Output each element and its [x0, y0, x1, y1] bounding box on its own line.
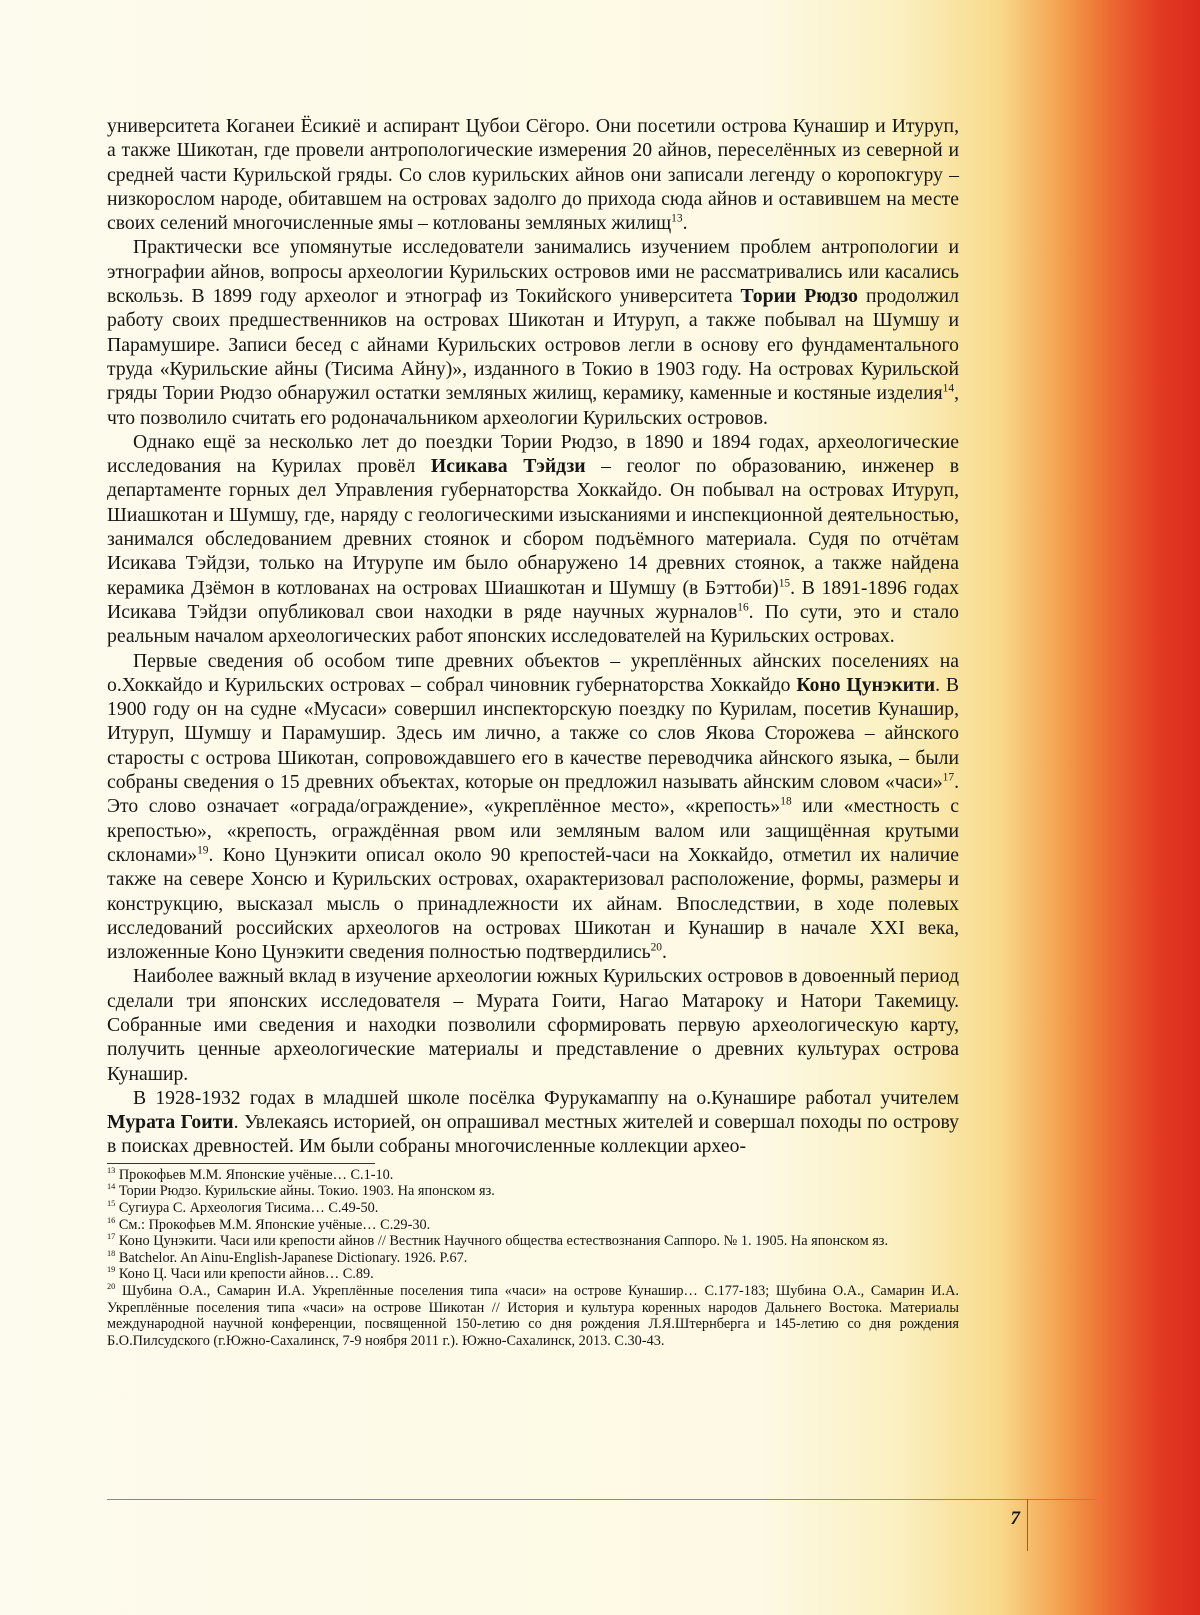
body-paragraphs	[107, 114, 959, 1159]
text-run: – геолог по образованию, инженер в департаменте горных дел Управления губернаторства Хоккайдо. Он побывал на островах Итуруп, Шиашкотан и Шумшу, где, наряду с геологическими изысканиями и инспекционной деятельностью, занимался обследованием древних стоянок и сбором подъёмного материала. Судя по отчётам Исикава Тэйдзи, только на Итурупе им было обнаружено 14 древних стоянок, а также найдена керамика Дзёмон в котлованах на островах Шиашкотан и Шумшу (в Бэттоби)	[107, 455, 959, 599]
footnote-ref: 16	[737, 601, 749, 614]
main-text	[107, 114, 959, 1349]
text-run: В 1928-1932 годах в младшей школе посёлка Фурукамаппу на о.Кунашире работал учителем	[133, 1086, 959, 1109]
bold-name: Тории Рюдзо	[740, 285, 858, 308]
text-run: Однако ещё за несколько лет до поездки Тории Рюдзо, в 1890 и 1894 годах, археологические исследования на Курилах провёл	[107, 430, 959, 478]
footnote-ref: 18	[780, 795, 792, 808]
footer-divider	[107, 1499, 1097, 1500]
footnote-text: Шубина О.А., Самарин И.А. Укреплённые поселения типа «часи» на острове Кунашир… С.177-183; Шубина О.А., Самарин И.А. Укреплённые поселения типа «часи» на острове Шикотан // История и культура коренных народов Дальнего Востока. Материалы международной научной конференции, посвященной 150-летию со дня рождения Л.Я.Штернберга и 145-летию со дня рождения Б.О.Пилсудского (г.Южно-Сахалинск, 7-9 ноября 2011 г.). Южно-Сахалинск, 2013. С.30-43.	[107, 1282, 959, 1349]
footnote-text: См.: Прокофьев М.М. Японские учёные… С.29-30.	[118, 1216, 431, 1233]
text-run: продолжил работу своих предшественников на островах Шикотан и Итуруп, а также побывал на Шумшу и Парамушире. Записи бесед с айнами Курильских островов легли в основу его фундаментального труда «Курильские айны (Тисима Айну)», изданного в Токио в 1903 году. На островах Курильской гряды Тории Рюдзо обнаружил остатки земляных жилищ, керамику, каменные и костяные изделия	[107, 285, 960, 405]
footnote-text: Batchelor. An Ainu-English-Japanese Dictionary. 1926. P.67.	[118, 1249, 468, 1266]
footnote-ref: 17	[942, 771, 955, 784]
page-number: 7	[1010, 1508, 1020, 1529]
footnote-text: Сугиура С. Археология Тисима… С.49-50.	[118, 1199, 379, 1216]
text-run: . В 1900 году он на судне «Мусаси» совершил инспекторскую поездку по Курилам, посетив Кунашир, Итуруп, Шумшу и Парамушир. Здесь им лично, а также со слов Якова Сторожева – айнского старосты с острова Шикотан, сопровождавшего его в качестве переводчика айнского языка, – были собраны сведения о 15 древних объектах, которые он предложил называть айнским словом «часи»	[107, 673, 960, 794]
footnote-number: 17	[107, 1232, 116, 1242]
text-run: . По сути, это и стало реальным началом археологических работ японских исследователей на Курильских островах.	[107, 600, 960, 648]
footnote-ref: 20	[650, 941, 662, 954]
text-run: . В 1891-1896 годах Исикава Тэйдзи опубликовал свои находки в ряде научных журналов	[107, 576, 959, 623]
paragraph	[107, 114, 959, 235]
footnote-number: 14	[107, 1182, 116, 1192]
text-run: Первые сведения об особом типе древних объектов – укреплённых айнских поселениях на о.Хоккайдо и Курильских островах – собрал чиновник губернаторства Хоккайдо	[107, 649, 959, 696]
footnotes	[107, 1167, 959, 1350]
footnote	[107, 1167, 959, 1184]
footnote	[107, 1183, 959, 1200]
text-run: , что позволило считать его родоначальником археологии Курильских островов.	[107, 382, 959, 429]
text-run: . Коно Цунэкити описал около 90 крепостей-часи на Хоккайдо, отметил их наличие также на севере Хонсю и Курильских островах, охарактеризовал расположение, формы, размеры и конструкцию, высказал мысль о принадлежности их айнам. Впоследствии, в ходе полевых исследований российских археологов на островах Шикотан и Кунашир в начале XXI века, изложенные Коно Цунэкити сведения полностью подтвердились	[107, 843, 959, 964]
paragraph	[107, 430, 959, 649]
paragraph	[107, 964, 959, 1085]
footnote-divider	[107, 1163, 375, 1164]
footnote-number: 16	[107, 1215, 116, 1225]
footer-vertical-divider	[1027, 1499, 1028, 1551]
footnote-ref: 19	[197, 844, 209, 857]
footnote	[107, 1200, 959, 1217]
footnote	[107, 1283, 959, 1349]
text-run: . Это слово означает «ограда/ограждение», «укреплённое место», «крепость»	[107, 771, 959, 818]
text-run: .	[682, 212, 688, 235]
paragraph	[107, 649, 959, 965]
footnote	[107, 1250, 959, 1267]
bold-name: Мурата Гоити	[107, 1111, 234, 1134]
footnote-text: Тории Рюдзо. Курильские айны. Токио. 1903. На японском яз.	[118, 1183, 495, 1200]
bold-name: Коно Цунэкити	[796, 673, 936, 696]
footnote-text: Коно Цунэкити. Часи или крепости айнов // Вестник Научного общества естествознания Саппоро. № 1. 1905. На японском яз.	[118, 1233, 889, 1250]
footnote-number: 18	[107, 1248, 116, 1258]
footnote	[107, 1233, 959, 1250]
text-run: .	[661, 941, 667, 964]
footnote-text: Прокофьев М.М. Японские учёные… С.1-10.	[118, 1166, 394, 1183]
text-run: Практически все упомянутые исследователи занимались изучением проблем антропологии и этнографии айнов, вопросы археологии Курильских островов ими не рассматривались или касались вскользь. В 1899 году археолог и этнограф из Токийского университета	[107, 236, 959, 308]
text-run: Наиболее важный вклад в изучение археологии южных Курильских островов в довоенный период сделали три японских исследователя – Мурата Гоити, Нагао Матароку и Натори Такемицу. Собранные ими сведения и находки позволили сформировать первую археологическую карту, получить ценные археологические материалы и представление о древних культурах острова Кунашир.	[107, 965, 959, 1085]
paragraph	[107, 1086, 959, 1159]
text-run: или «местность с крепостью», «крепость, ограждённая рвом или земляным валом или защищённая крутыми склонами»	[107, 795, 959, 866]
footnote	[107, 1266, 959, 1283]
footnote-text: Коно Ц. Часи или крепости айнов… С.89.	[118, 1266, 374, 1283]
footnote-ref: 14	[942, 382, 955, 395]
footnote-ref: 15	[778, 577, 791, 590]
footnote	[107, 1217, 959, 1234]
paragraph	[107, 235, 959, 429]
text-run: . Увлекаясь историей, он опрашивал местных жителей и совершал походы по острову в поисках древностей. Им были собраны многочисленные коллекции архео-	[107, 1111, 959, 1158]
footnote-ref: 13	[671, 212, 683, 225]
footnote-number: 13	[107, 1166, 116, 1175]
text-run: университета Коганеи Ёсикиё и аспирант Цубои Сёгоро. Они посетили острова Кунашир и Итуруп, а также Шикотан, где провели антропологические измерения 20 айнов, переселённых из северной и средней части Курильской гряды. Со слов курильских айнов они записали легенду о коропокгуру – низкорослом народе, обитавшем на островах задолго до прихода сюда айнов и оставившем на месте своих селений многочисленные ямы – котлованы земляных жилищ	[107, 115, 959, 235]
footnote-number: 19	[107, 1265, 116, 1275]
bold-name: Исикава Тэйдзи	[430, 455, 586, 478]
footnote-number: 15	[107, 1199, 116, 1209]
footnote-number: 20	[107, 1282, 116, 1292]
